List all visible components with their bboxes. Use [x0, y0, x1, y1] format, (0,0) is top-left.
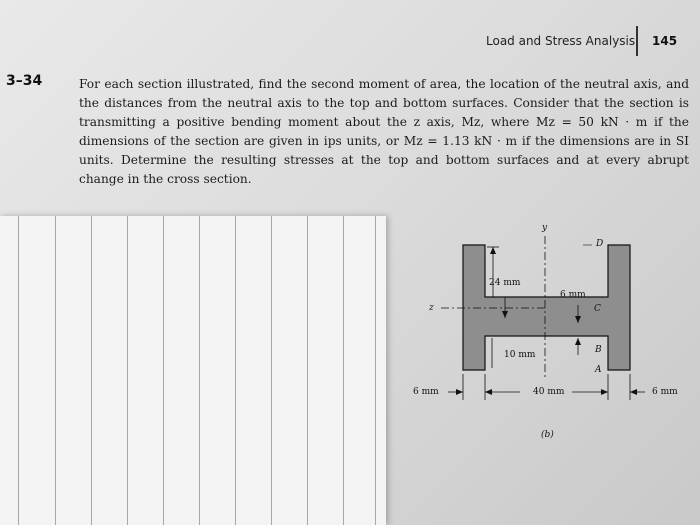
point-a-label: A — [595, 365, 602, 375]
dim-6-right-label: 6 mm — [652, 387, 678, 397]
running-header: Load and Stress Analysis — [486, 34, 636, 48]
dim-6-inner-label: 6 mm — [560, 290, 586, 300]
dim-24-label: 24 mm — [489, 278, 521, 288]
dim-6-right-arrow — [630, 389, 637, 395]
problem-number: 3–34 — [6, 73, 43, 89]
h-section-shape — [463, 245, 630, 370]
dim-6-left-label: 6 mm — [413, 387, 439, 397]
y-axis-label: y — [542, 223, 548, 233]
point-b-label: B — [595, 345, 602, 355]
point-d-label: D — [596, 239, 604, 249]
point-c-label: C — [594, 304, 601, 314]
dim-40-arrow-right — [601, 389, 608, 395]
problem-statement: For each section illustrated, find the second moment of area, the location of the neutral axis, and the distances from the neutral axis to the top and bottom surfaces. Consider that the section is transmitting a positive bending moment about the z axis, Mz, where Mz = 50 kN · m if the dimensions of the section are given in ips units, or Mz = 1.13 kN · m if the dimensions are in SI units. Determine the resulting stresses at the top and bottom surfaces and at every abrupt change in the cross section. — [79, 77, 689, 186]
dim-10-label: 10 mm — [504, 350, 536, 360]
dim-40-arrow-left — [485, 389, 492, 395]
dim-6-left-arrow — [456, 389, 463, 395]
figure-caption: (b) — [541, 430, 554, 440]
dim-40-label: 40 mm — [533, 387, 565, 397]
dim-web-arrowhead-bottom — [575, 338, 581, 345]
page-number: 145 — [652, 34, 678, 48]
dim-24-arrow — [490, 247, 496, 254]
z-axis-label: z — [429, 303, 434, 313]
